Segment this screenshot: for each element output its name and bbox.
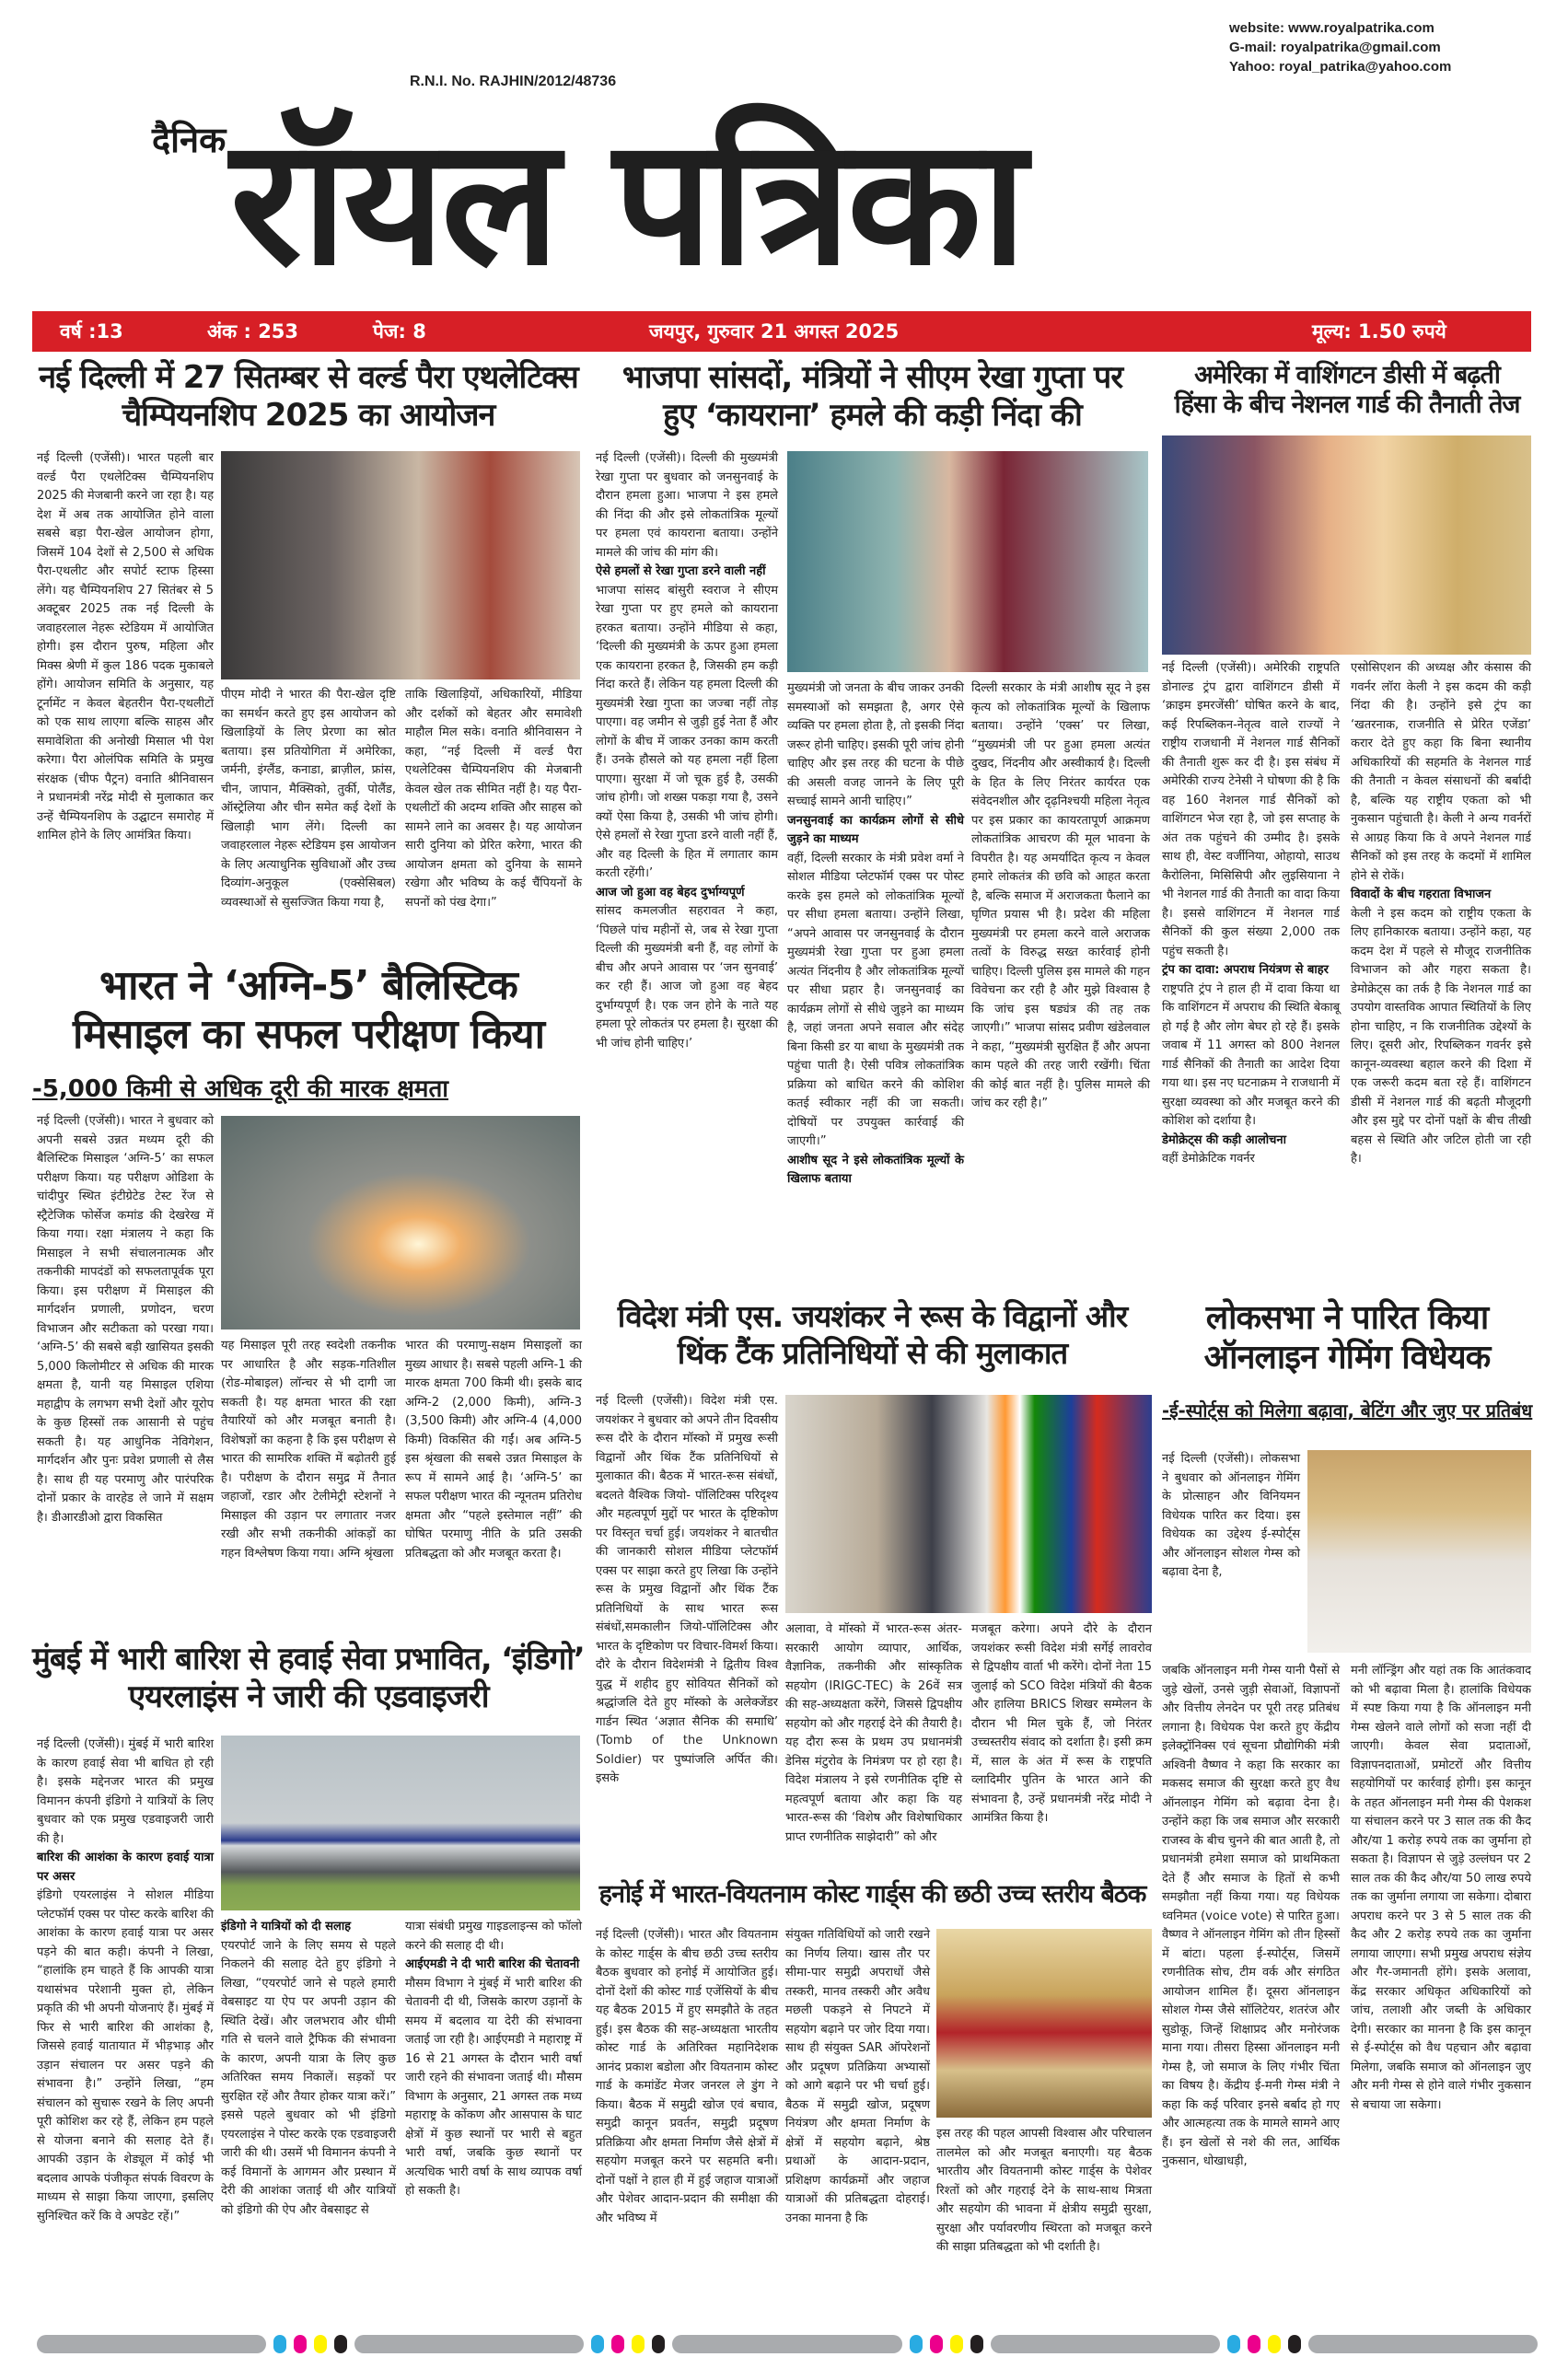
subheading: आईएमडी ने दी भारी बारिश की चेतावनी [405,1957,580,1971]
price-label: मूल्य: 1.50 रुपये [1312,320,1446,343]
agni-headline [32,962,585,1060]
paragraph: केली ने इस कदम को राष्ट्रीय एकता के लिए हानिकारक बताया। उन्होंने कहा, यह कदम देश में पहले से मौजूद राजनीतिक विभाजन को और गहरा सकता है। डेमोक्रेट्स का तर्क है कि नेशनल गार्ड का उपयोग वास्तविक आपात स्थितियों के लिए होना चाहिए, न कि राजनीतिक उद्देश्यों के लिए। दूसरी ओर, रिपब्लिकन गवर्नर इसे कानून-व्यवस्था बहाल करने की दिशा में एक जरूरी कदम बता रहे हैं। वाशिंगटन डीसी में नेशनल गार्ड की बढ़ती मौजूदगी और इस मुद्दे पर दोनों पक्षों के बीच तीखी बहस से स्थिति और जटिल होती जा रही है। [1351,906,1531,1166]
cyan-dot [591,2335,604,2353]
subheading: आज जो हुआ वह बेहद दुर्भाग्यपूर्ण [596,885,745,900]
yellow-dot [950,2335,963,2353]
indigo-airplane-photo [221,1736,580,1910]
cyan-dot [1227,2335,1240,2353]
article-text: दिल्ली सरकार के मंत्री आशीष सूद ने इस कृत्य को लोकतांत्रिक मूल्यों के खिलाफ बताया। उन्होंने ‘एक्स’ पर लिखा, “मुख्यमंत्री जी पर हुआ हमला अत्यंत दुखद, निंदनीय और अस्वीकार्य है। दिल्ली के हित के लिए निरंतर कार्यरत एक संवेदनशील और दृढ़निश्चयी महिला नेतृत्व पर इस प्रकार का कायरतापूर्ण आक्रमण लोकतांत्रिक आचरण की मूल भावना के विपरीत है। यह अमर्यादित कृत्य न केवल हमारे लोकतंत्र की छवि को आहत करता है, बल्कि समाज में अराजकता फैलाने का घृणित प्रयास भी है। प्रदेश की महिला मुख्यमंत्री पर हमला करने वाले अराजक तत्वों के विरुद्ध सख्त कार्रवाई होनी चाहिए। दिल्ली पुलिस इस मामले की गहन विवेचना कर रही है और मुझे विश्वास है कि जांच इस षड्यंत्र की तह तक जाएगी।” भाजपा सांसद प्रवीण खंडेलवाल ने कहा, “मुख्यमंत्री सुरक्षित हैं और अपना काम पहले की तरह जारी रखेंगी। चिंता की कोई बात नहीं है। पुलिस मामले की जांच कर रही है।” [971,681,1150,1110]
headline-line: थिंक टैंक प्रतिनिधियों से की मुलाकात [677,1334,1068,1371]
gmail-text: G-mail: royalpatrika@gmail.com [1229,40,1441,55]
magenta-dot [1248,2335,1260,2353]
subheading: ट्रंप का दावा: अपराध नियंत्रण से बाहर [1162,963,1329,977]
parliament-speaker-photo [1307,1450,1531,1653]
article-text [787,679,964,1289]
paragraph: वहीं, दिल्ली सरकार के मंत्री प्रवेश वर्मा ने सोशल मीडिया प्लेटफॉर्म एक्स पर पोस्ट करके इस हमले को लोकतांत्रिक मूल्यों पर सीधा हमला बताया। उन्होंने लिखा, “अपने आवास पर जनसुनवाई के दौरान मुख्यमंत्री रेखा गुप्ता पर हुआ हमला अत्यंत निंदनीय है और लोकतांत्रिक मूल्यों पर सीधा प्रहार है। जनसुनवाई का कार्यक्रम लोगों से सीधे जुड़ने का माध्यम है, जहां जनता अपने सवाल और संदेह बिना किसी डर या बाधा के मुख्यमंत्री तक पहुंचा पाती है। ऐसी पवित्र लोकतांत्रिक प्रक्रिया को बाधित करने की कोशिश कतई स्वीकार नहीं की जा सकती। दोषियों पर उपयुक्त कार्रवाई की जाएगी।” [787,851,964,1148]
subheading: इंडिगो ने यात्रियों को दी सलाह [221,1920,352,1933]
yellow-dot [1268,2335,1281,2353]
newspaper-title-text: रॉयल पत्रिका [230,100,1024,304]
article-text [37,1736,214,2247]
headline-line: लोकसभा ने पारित किया [1205,1299,1489,1337]
headline-line: विदेश मंत्री एस. जयशंकर ने रूस के विद्वानों और [617,1298,1128,1334]
headline-line: भाजपा सांसदों, मंत्रियों ने सीएम रेखा गुप्ता पर [621,359,1123,396]
subheading: जनसुनवाई का कार्यक्रम लोगों से सीधे जुड़ने का माध्यम [787,813,964,846]
subheading: आशीष सूद ने इसे लोकतांत्रिक मूल्यों के खिलाफ बताया [787,1153,964,1186]
article-text [596,449,778,1289]
paragraph: सांसद कमलजीत सहरावत ने कहा, ‘पिछले पांच महीनों से, जब से रेखा गुप्ता दिल्ली की मुख्यमंत्री बनी हैं, वह लोगों के बीच और अपने आवास पर ‘जन सुनवाई’ कर रही हैं। आज जो हुआ वह बेहद दुर्भाग्यपूर्ण है। एक जन होने के नाते यह हमला पूरे लोकतंत्र पर हमला है। सुरक्षा की भी जांच होनी चाहिए।’ [596,904,778,1051]
hanoi-headline [594,1880,1151,1910]
yahoo-text: Yahoo: royal_patrika@yahoo.com [1229,59,1452,75]
subheading: विवादों के बीच गहराता विभाजन [1351,888,1492,901]
article-text: भारत की परमाणु-सक्षम मिसाइलों का मुख्य आधार है। सबसे पहली अग्नि-1 की मारक क्षमता 700 किमी थी। इसके बाद अग्नि-2 (2,000 किमी), अग्नि-3 (3,500 किमी) और अग्नि-4 (4,000 किमी) विकसित की गईं। अब अग्नि-5 इस श्रृंखला की सबसे उन्नत मिसाइल के रूप में सामने आई है। ‘अग्नि-5’ का सफल परीक्षण भारत की न्यूनतम प्रतिरोध क्षमता और “पहले इस्तेमाल नहीं” की घोषित परमाणु नीति के प्रति उसकी प्रतिबद्धता को और मजबूत करता है। [405,1339,582,1561]
missile-launch-photo [221,1116,580,1329]
subheading: डेमोक्रेट्स की कड़ी आलोचना [1162,1132,1286,1147]
paragraph: नई दिल्ली (एजेंसी)। मुंबई में भारी बारिश के कारण हवाई सेवा भी बाधित हो रही है। इसके मद्देनजर भारत की प्रमुख विमानन कंपनी इंडिगो ने यात्रियों के लिए बुधवार को एक प्रमुख एडवाइजरी जारी की है। [37,1737,214,1846]
loksabha-subheadline [1162,1398,1532,1423]
agni-subheadline-text: -5,000 किमी से अधिक दूरी की मारक क्षमता [32,1075,449,1103]
para-athletics-headline [32,359,585,435]
headline-line: मुंबई में भारी बारिश से हवाई सेवा प्रभावित, ‘इंडिगो’ [32,1641,585,1678]
article-text: मनी लॉन्ड्रिंग और यहां तक कि आतंकवाद को भी बढ़ावा मिला है। हालांकि विधेयक में स्पष्ट किया गया है कि ऑनलाइन मनी गेम्स खेलने वाले लोगों को सजा नहीं दी जाएगी। केवल सेवा प्रदाताओं, विज्ञापनदाताओं, प्रमोटरों और वित्तीय सहयोगियों पर कार्रवाई होगी। इस कानून के तहत ऑनलाइन मनी गेम्स की पेशकश या संचालन करने पर 3 साल तक की कैद और/या 1 करोड़ रुपये तक का जुर्माना हो सकता है। विज्ञापन से जुड़े उल्लंघन पर 2 साल तक की कैद और/या 50 लाख रुपये तक का जुर्माना लगाया जा सकेगा। दोबारा अपराध करने पर 3 से 5 साल तक की कैद और 2 करोड़ रुपये तक का जुर्माना लगाया जाएगा। सभी प्रमुख अपराध संज्ञेय और गैर-जमानती होंगे। इसके अलावा, केंद्र सरकार अधिकृत अधिकारियों को जांच, तलाशी और जब्ती के अधिकार देगी। सरकार का मानना है कि इस कानून से ई-स्पोर्ट्स को वैध पहचान और बढ़ावा मिलेगा, जबकि समाज को ऑनलाइन जुए और मनी गेम्स से होने वाले गंभीर नुकसान से बचाया जा सकेगा। [1351,1664,1531,2112]
coast-guard-meeting-photo [936,1929,1152,2118]
paragraph: इंडिगो एयरलाइंस ने सोशल मीडिया प्लेटफॉर्म एक्स पर पोस्ट करके बारिश की आशंका के कारण हवाई यात्रा पर असर पड़ने की बात कही। कंपनी ने लिखा, “हालांकि हम चाहते हैं कि आपकी यात्रा यथासंभव परेशानी मुक्त हो, लेकिन प्रकृति की भी अपनी योजनाएं हैं। मुंबई में फिर से भारी बारिश की आशंका है, जिससे हवाई यातायात में भीड़भाड़ और उड़ान संचालन पर असर पड़ने की संभावना है।” उन्होंने लिखा, “हम संचालन को सुचारू रखने के लिए अपनी पूरी कोशिश कर रहे हैं, लेकिन हम पहले से योजना बनाने की सलाह देते हैं। आपकी उड़ान के शेड्यूल में कोई भी बदलाव आपके पंजीकृत संपर्क विवरण के माध्यम से साझा किया जाएगा, इसलिए सुनिश्चित करें कि वे अपडेट रहें।” [37,1888,214,2223]
paragraph: एसोसिएशन की अध्यक्ष और कंसास की गवर्नर लॉरा केली ने इस कदम की कड़ी निंदा की है। उन्होंने इसे ट्रंप का ‘खतरनाक, राजनीति से प्रेरित एजेंडा’ करार देते हुए कहा कि बिना स्थानीय अधिकारियों की सहमति के नेशनल गार्ड की तैनाती न केवल संसाधनों की बर्बादी है, बल्कि यह राष्ट्रीय एकता को भी नुकसान पहुंचाती है। केली ने अन्य गवर्नरों से आग्रह किया कि वे अपने नेशनल गार्ड सैनिकों को इस तरह के कदमों में शामिल होने से रोकें। [1351,661,1531,883]
paragraph: नई दिल्ली (एजेंसी)। दिल्ली की मुख्यमंत्री रेखा गुप्ता पर बुधवार को जनसुनवाई के दौरान हमला हुआ। भाजपा ने इस हमले की निंदा की और इसे लोकतांत्रिक मूल्यों पर हमला एवं कायराना बताया। उन्होंने मामले की जांच की मांग की। [596,451,778,560]
cyan-dot [273,2335,286,2353]
article-text: यह मिसाइल पूरी तरह स्वदेशी तकनीक पर आधारित है और सड़क-गतिशील (रोड-मोबाइल) लॉन्चर से भी दागी जा सकती है। यह क्षमता भारत की रक्षा तैयारियों को और मजबूत बनाती है। विशेषज्ञों का कहना है कि इस परीक्षण से भारत की सामरिक शक्ति में बढ़ोतरी हुई है। परीक्षण के दौरान समुद्र में तैनात जहाजों, रडार और टेलीमेट्री स्टेशनों ने मिसाइल की उड़ान पर लगातार नजर रखी और सभी तकनीकी आंकड़ों का गहन विश्लेषण किया गया। अग्नि श्रृंखला [221,1339,396,1561]
subheading: बारिश की आशंका के कारण हवाई यात्रा पर असर [37,1851,214,1884]
rekha-gupta-photo [787,451,1148,672]
article-text: नई दिल्ली (एजेंसी)। लोकसभा ने बुधवार को ऑनलाइन गेमिंग के प्रोत्साहन और विनियमन विधेयक पारित कर दिया। इस विधेयक का उद्देश्य ई-स्पोर्ट्स और ऑनलाइन सोशल गेम्स को बढ़ावा देना है, [1162,1452,1300,1579]
headline-line: भारत ने ‘अग्नि-5’ बैलिस्टिक [99,962,517,1009]
mumbai-rain-headline [32,1641,585,1716]
article-text: जबकि ऑनलाइन मनी गेम्स यानी पैसों से जुड़े खेलों, उनसे जुड़ी सेवाओं, विज्ञापनों और वित्तीय लेनदेन पर पूरी तरह प्रतिबंध लगाना है। विधेयक पेश करते हुए केंद्रीय इलेक्ट्रॉनिक्स एवं सूचना प्रौद्योगिकी मंत्री अश्विनी वैष्णव ने कहा कि सरकार का मकसद समाज की सुरक्षा करते हुए वैध ऑनलाइन गेमिंग को बढ़ावा देना है। उन्होंने कहा कि जब समाज और सरकारी राजस्व के बीच चुनने की बात आती है, तो प्रधानमंत्री हमेशा समाज को प्राथमिकता देते हैं और समाज के हितों से कभी समझौता नहीं किया गया। यह विधेयक ध्वनिमत (voice vote) से पारित हुआ। वैष्णव ने ऑनलाइन गेमिंग को तीन हिस्सों में बांटा। पहला ई-स्पोर्ट्स, जिसमें रणनीतिक सोच, टीम वर्क और संगठित आयोजन शामिल हैं। दूसरा ऑनलाइन सोशल गेम्स जैसे सॉलिटेयर, शतरंज और सुडोकू, जिन्हें शिक्षाप्रद और मनोरंजक माना गया। तीसरा हिस्सा ऑनलाइन मनी गेम्स है, जो समाज के लिए गंभीर चिंता का विषय है। केंद्रीय ई-मनी गेम्स मंत्री ने कहा कि कई परिवार इनसे बर्बाद हो गए और आत्महत्या तक के मामले सामने आए हैं। इन खेलों से नशे की लत, आर्थिक नुकसान, धोखाधड़ी, [1162,1664,1340,2168]
article-text: संयुक्त गतिविधियों को जारी रखने का निर्णय लिया। खास तौर पर सीमा-पार समुद्री अपराधों जैसे तस्करी, मानव तस्करी और अवैध मछली पकड़ने से निपटने में सहयोग बढ़ाने पर जोर दिया गया। साथ ही संयुक्त SAR ऑपरेशनों और प्रदूषण प्रतिक्रिया अभ्यासों को आगे बढ़ाने पर भी चर्चा हुई। बैठक में समुद्री खोज, प्रदूषण नियंत्रण और क्षमता निर्माण के क्षेत्रों में सहयोग बढ़ाने, श्रेष्ठ प्रथाओं के आदान-प्रदान, प्रशिक्षण कार्यक्रमों और जहाज यात्राओं की प्रतिबद्धता दोहराई। उनका मानना है कि [785,1928,930,2225]
article-text [1162,659,1340,1289]
jaishankar-headline [594,1298,1151,1371]
headline-line: नई दिल्ली में 27 सितम्बर से वर्ल्ड पैरा एथलेटिक्स [39,359,578,396]
website-text: website: www.royalpatrika.com [1229,20,1434,36]
gray-strip [672,2335,901,2353]
headline-line: चैम्पियनशिप 2025 का आयोजन [122,396,495,434]
jaishankar-meeting-photo [785,1395,1152,1613]
rni-number: R.N.I. No. RAJHIN/2012/48736 [410,74,617,89]
gray-strip [991,2335,1220,2353]
black-dot [334,2335,347,2353]
paragraph: मुख्यमंत्री जो जनता के बीच जाकर उनकी समस्याओं को समझता है, अगर ऐसे व्यक्ति पर हमला होता है, तो इसकी निंदा जरूर होनी चाहिए। इसकी पूरी जांच होनी चाहिए और इस तरह की घटना के पीछे की असली वजह जानने के लिए पूरी सच्चाई सामने आनी चाहिए।” [787,681,964,808]
paragraph: यात्रा संबंधी प्रमुख गाइडलाइन्स को फॉलो करने की सलाह दी थी। [405,1920,582,1953]
newspaper-title-logo [230,92,1271,318]
article-text: मजबूत करेगा। अपने दौरे के दौरान जयशंकर रूसी विदेश मंत्री सर्गेई लावरोव से द्विपक्षीय वार्ता भी करेंगे। दोनों नेता 15 जुलाई को SCO विदेश मंत्रियों की बैठक और हालिया BRICS शिखर सम्मेलन के दौरान भी मिल चुके हैं, जो निरंतर उच्चस्तरीय संवाद को दर्शाता है। इसी क्रम में, साल के अंत में रूस के राष्ट्रपति व्लादिमीर पुतिन के भारत आने की संभावना है, उन्हें प्रधानमंत्री नरेंद्र मोदी ने आमंत्रित किया है। [971,1622,1152,1825]
paragraph: वहीं डेमोक्रेटिक गवर्नर [1162,1152,1255,1166]
dateline: जयपुर, गुरुवार 21 अगस्त 2025 [649,320,900,343]
black-dot [970,2335,983,2353]
headline-line: हिंसा के बीच नेशनल गार्ड की तैनाती तेज [1174,390,1520,420]
pm-modi-meeting-photo [221,451,580,679]
article-text: नई दिल्ली (एजेंसी)। विदेश मंत्री एस. जयशंकर ने बुधवार को अपने तीन दिवसीय रूस दौरे के दौरान मॉस्को में प्रमुख रूसी विद्वानों और थिंक टैंक प्रतिनिधियों से मुलाकात की। बैठक में भारत-रूस संबंधों, बदलते वैश्विक जियो- पॉलिटिक्स परिदृश्य और महत्वपूर्ण मुद्दों पर भारत के दृष्टिकोण पर विस्तृत चर्चा हुई। जयशंकर ने बातचीत की जानकारी सोशल मीडिया प्लेटफॉर्म एक्स पर साझा करते हुए लिखा कि उन्होंने रूस के प्रमुख विद्वानों और थिंक टैंक प्रतिनिधियों के साथ भारत रूस संबंधों,समकालीन जियो-पॉलिटिक्स और भारत के दृष्टिकोण पर विचार-विमर्श किया। दौरे के दौरान विदेशमंत्री ने द्वितीय विश्व युद्ध में शहीद हुए सोवियत सैनिकों को श्रद्धांजलि देते हुए मॉस्को के अलेक्जेंडर गार्डन स्थित ‘अज्ञात सैनिक की समाधि’ (Tomb of the Unknown Soldier) पर पुष्पांजलि अर्पित की। इसके [596,1394,778,1785]
contact-info [1229,18,1451,76]
headline-line: मिसाइल का सफल परीक्षण किया [72,1010,545,1058]
headline-line: ऑनलाइन गेमिंग विधेयक [1203,1339,1491,1377]
print-color-registration-bar [37,2334,1538,2354]
year-label: वर्ष :13 [60,320,123,343]
headline-line: हनोई में भारत-वियतनाम कोस्ट गार्ड्स की छठी उच्च स्तरीय बैठक [598,1880,1146,1909]
gray-strip [354,2335,584,2353]
paragraph: नई दिल्ली (एजेंसी)। अमेरिकी राष्ट्रपति डोनाल्ड ट्रंप द्वारा वाशिंगटन डीसी में ‘क्राइम इमरजेंसी’ घोषित करने के बाद, कई रिपब्लिकन-नेतृत्व वाले राज्यों ने राष्ट्रीय राजधानी में नेशनल गार्ड सैनिकों की तैनाती शुरू कर दी है। इस संबंध में अमेरिकी राज्य टेनेसी ने घोषणा की है कि वह 160 नेशनल गार्ड सैनिकों को वाशिंगटन भेज रहा है, जो इस सप्ताह के अंत तक पहुंचने की उम्मीद है। इसके साथ ही, वेस्ट वर्जीनिया, ओहायो, साउथ कैरोलिना, मिसिसिपी और लुइसियाना ने भी नेशनल गार्ड की तैनाती का वादा किया है। इससे वाशिंगटन में नेशनल गार्ड सैनिकों की कुल संख्या 2,000 तक पहुंच सकती है। [1162,661,1340,958]
article-text: इस तरह की पहल आपसी विश्वास और परिचालन तालमेल को और मजबूत बनाएगी। यह बैठक भारतीय और वियतनामी कोस्ट गार्ड्स के पेशेवर रिश्तों को और गहराई देने के साथ-साथ मित्रता और सहयोग की भावना में क्षेत्रीय समुद्री सुरक्षा, सुरक्षा और पर्यावरणीय स्थिरता को मजबूत करने की साझा प्रतिबद्धता को भी दर्शाती है। [936,2127,1152,2254]
magenta-dot [611,2335,624,2353]
paragraph: भाजपा सांसद बांसुरी स्वराज ने सीएम रेखा गुप्ता पर हुए हमले को कायराना हरकत बताया। उन्होंने मीडिया से कहा, ‘दिल्ली की मुख्यमंत्री के ऊपर हुआ हमला एक कायराना हरकत है, जिसकी हम कड़ी निंदा करते हैं। लेकिन यह हमला दिल्ली की मुख्यमंत्री रेखा गुप्ता का जज्बा नहीं तोड़ पाएगा। वह जमीन से जुड़ी हुई नेता हैं और लोगों के बीच में जाकर उनका काम करती हैं। उनके हौसले को यह हमला नहीं हिला पाएगा। सुरक्षा में जो चूक हुई है, उसकी जांच होगी। जो शख्स पकड़ा गया है, उसने क्यों ऐसा किया है, उसकी भी जांच होगी। ऐसे हमलों से रेखा गुप्ता डरने वाली नहीं हैं, और वह दिल्ली के हित में लगातार काम करती रहेंगी।’ [596,583,778,880]
headline-line: अमेरिका में वाशिंगटन डीसी में बढ़ती [1194,361,1500,389]
headline-line: हुए ‘कायराना’ हमले की कड़ी निंदा की [663,396,1082,434]
article-text: नई दिल्ली (एजेंसी)। भारत पहली बार वर्ल्ड पैरा एथलेटिक्स चैम्पियनशिप 2025 की मेजबानी करने जा रहा है। यह देश में अब तक आयोजित होने वाला सबसे बड़ा पैरा-खेल आयोजन होगा, जिसमें 104 देशों से 2,500 से अधिक पैरा-एथलीट और सपोर्ट स्टाफ हिस्सा लेंगे। यह चैम्पियनशिप 27 सितंबर से 5 अक्टूबर 2025 तक नई दिल्ली के जवाहरलाल नेहरू स्टेडियम में आयोजित होगी। इस दौरान पुरुष, महिला और मिक्स श्रेणी में कुल 186 पदक मुकाबले होंगे। आयोजन समिति के अनुसार, यह टूर्नामेंट न केवल बेहतरीन पैरा-एथलीटों को एक साथ लाएगा बल्कि साहस और समावेशिता की अनोखी मिसाल भी पेश करेगा। पैरा ओलंपिक समिति के प्रमुख संरक्षक (चीफ पैट्रन) वनाति श्रीनिवासन ने प्रधानमंत्री नरेंद्र मोदी से मुलाकात कर उन्हें चैम्पियनशिप के उद्घाटन समारोह में शामिल होने के लिए आमंत्रित किया। [37,451,214,842]
paragraph: मौसम विभाग ने मुंबई में भारी बारिश की चेतावनी दी थी, जिसके कारण उड़ानों के समय में बदलाव या देरी की संभावना जताई जा रही है। आईएमडी ने महाराष्ट्र में 16 से 21 अगस्त के दौरान भारी वर्षा जारी रहने की संभावना जताई थी। मौसम विभाग के अनुसार, 21 अगस्त तक मध्य महाराष्ट्र के कोंकण और आसपास के घाट क्षेत्रों में कुछ स्थानों पर भारी से बहुत भारी वर्षा, जबकि कुछ स्थानों पर अत्यधिक भारी वर्षा के साथ व्यापक वर्षा हो सकती है। [405,1976,582,2198]
article-text: नई दिल्ली (एजेंसी)। भारत ने बुधवार को अपनी सबसे उन्नत मध्यम दूरी की बैलिस्टिक मिसाइल ‘अग्नि-5’ का सफल परीक्षण किया। यह परीक्षण ओडिशा के चांदीपुर स्थित इंटीग्रेटेड टेस्ट रेंज से स्ट्रैटेजिक फोर्सेज कमांड की देखरेख में किया गया। रक्षा मंत्रालय ने कहा कि मिसाइल ने सभी संचालनात्मक और तकनीकी मापदंडों को सफलतापूर्वक पूरा किया। इस परीक्षण में मिसाइल की मार्गदर्शन प्रणाली, प्रणोदन, चरण विभाजन और सटीकता को परखा गया। ‘अग्नि-5’ की सबसे बड़ी खासियत इसकी 5,000 किलोमीटर से अधिक की मारक क्षमता है, यानी यह मिसाइल एशिया महाद्वीप के लगभग सभी देशों और यूरोप के कुछ हिस्सों तक आसानी से पहुंच सकती है। यह आधुनिक नेविगेशन, मार्गदर्शन और पुनः प्रवेश प्रणाली से लैस है। साथ ही यह परमाणु और पारंपरिक दोनों प्रकार के वारहेड ले जाने में सक्षम है। डीआरडीओ द्वारा विकसित [37,1114,214,1525]
bjp-headline [594,359,1151,435]
gray-strip [1308,2335,1538,2353]
article-text: नई दिल्ली (एजेंसी)। भारत और वियतनाम के कोस्ट गार्ड्स के बीच छठी उच्च स्तरीय बैठक बुधवार को हनोई में आयोजित हुई। दोनों देशों की कोस्ट गार्ड एजेंसियों के बीच यह बैठक 2015 में हुए समझौते के तहत हुई। इस बैठक की सह-अध्यक्षता भारतीय कोस्ट गार्ड के अतिरिक्त महानिदेशक आनंद प्रकाश बडोला और वियतनाम कोस्ट गार्ड के कमांडेंट मेजर जनरल ले डुंग ने किया। बैठक में समुद्री खोज एवं बचाव, समुद्री कानून प्रवर्तन, समुद्री प्रदूषण प्रतिक्रिया और क्षमता निर्माण जैसे क्षेत्रों में सहयोग मजबूत करने पर सहमति बनी। दोनों पक्षों ने हाल ही में हुई जहाज यात्राओं और पेशेवर आदान-प्रदान की समीक्षा की और भविष्य में [596,1928,778,2225]
gray-strip [37,2335,266,2353]
article-text: अलावा, वे मॉस्को में भारत-रूस अंतर-सरकारी आयोग व्यापार, आर्थिक, वैज्ञानिक, तकनीकी और सांस्कृतिक सहयोग (IRIGC-TEC) के 26वें सत्र की सह-अध्यक्षता करेंगे, जिससे द्विपक्षीय सहयोग को और गहराई देने की तैयारी है। यह दौरा रूस के प्रथम उप प्रधानमंत्री डेनिस मंटुरोव के निमंत्रण पर हो रहा है। विदेश मंत्रालय ने इसे रणनीतिक दृष्टि से महत्वपूर्ण बताया और कहा कि यह भारत-रूस की ‘विशेष और विशेषाधिकार प्राप्त रणनीतिक साझेदारी” को और [785,1622,962,1844]
usa-headline [1162,361,1532,421]
issue-info-bar [32,311,1531,352]
article-text [221,1918,396,2247]
article-text: ताकि खिलाड़ियों, अधिकारियों, मीडिया और दर्शकों को बेहतर और समावेशी माहौल मिल सके। वनाति श्रीनिवासन ने कहा, “नई दिल्ली में वर्ल्ड पैरा एथलेटिक्स चैम्पियनशिप की मेजबानी केवल खेल तक सीमित नहीं है। यह पैरा-एथलीटों की अदम्य शक्ति और साहस को सामने लाने का अवसर है। यह आयोजन सारी दुनिया को प्रेरित करेगा, भारत की आयोजन क्षमता को दुनिया के सामने रखेगा और भविष्य के कई चैंपियनों के सपनों को पंख देगा।” [405,688,582,910]
loksabha-headline [1162,1298,1532,1377]
issue-label: अंक : 253 [207,320,299,343]
subheading: ऐसे हमलों से रेखा गुप्ता डरने वाली नहीं [596,564,766,578]
magenta-dot [930,2335,943,2353]
article-text [1351,659,1531,1289]
article-text [405,1918,582,2247]
black-dot [1288,2335,1301,2353]
trump-photo [1162,435,1531,655]
paragraph: राष्ट्रपति ट्रंप ने हाल ही में दावा किया था कि वाशिंगटन में अपराध की स्थिति बेकाबू हो गई है और लोग बेघर हो रहे हैं। इसके जवाब में 11 अगस्त को 800 नेशनल गार्ड सैनिकों की तैनाती का आदेश दिया गया था। इस नए घटनाक्रम ने राजधानी में सुरक्षा व्यवस्था को और मजबूत करने की कोशिश को दर्शाया है। [1162,981,1340,1128]
pages-label: पेज: 8 [373,320,426,343]
cyan-dot [910,2335,923,2353]
headline-line: एयरलाइंस ने जारी की एडवाइजरी [128,1678,489,1715]
article-text: पीएम मोदी ने भारत की पैरा-खेल दृष्टि का समर्थन करते हुए इस आयोजन को खिलाड़ियों के लिए प्रेरणा का स्रोत बताया। इस प्रतियोगिता में अमेरिका, जर्मनी, इंग्लैंड, कनाडा, ब्राज़ील, फ्रांस, चीन, जापान, मैक्सिको, तुर्की, पोलैंड, ऑस्ट्रेलिया और चीन समेत कई देशों के खिलाड़ी भाग लेंगे। दिल्ली का जवाहरलाल नेहरू स्टेडियम इस आयोजन के लिए अत्याधुनिक सुविधाओं और उच्च दिव्यांग-अनुकूल (एक्सेसिबल) व्यवस्थाओं से सुसज्जित किया गया है, [221,688,396,910]
masthead-prefix: दैनिक [152,120,226,160]
loksabha-subheadline-text: -ई-स्पोर्ट्स को मिलेगा बढ़ावा, बेटिंग और जुए पर प्रतिबंध [1162,1399,1533,1422]
black-dot [652,2335,665,2353]
paragraph: एयरपोर्ट जाने के लिए समय से पहले निकलने की सलाह देते हुए इंडिगो ने लिखा, “एयरपोर्ट जाने से पहले हमारी वेबसाइट या ऐप पर अपनी उड़ान की स्थिति देखें। और जलभराव और धीमी गति से चलने वाले ट्रैफिक की संभावना के कारण, अपनी यात्रा के लिए कुछ अतिरिक्त समय निकालें। सड़कों पर सुरक्षित रहें और तैयार होकर यात्रा करें।” इससे पहले बुधवार को भी इंडिगो एयरलाइंस ने पोस्ट करके एक एडवाइजरी जारी की थी। उसमें भी विमानन कंपनी ने कई विमानों के आगमन और प्रस्थान में देरी की आशंका जताई थी और यात्रियों को इंडिगो की ऐप और वेबसाइट से [221,1938,396,2217]
yellow-dot [632,2335,645,2353]
yellow-dot [314,2335,327,2353]
agni-subheadline [32,1071,585,1104]
magenta-dot [294,2335,307,2353]
